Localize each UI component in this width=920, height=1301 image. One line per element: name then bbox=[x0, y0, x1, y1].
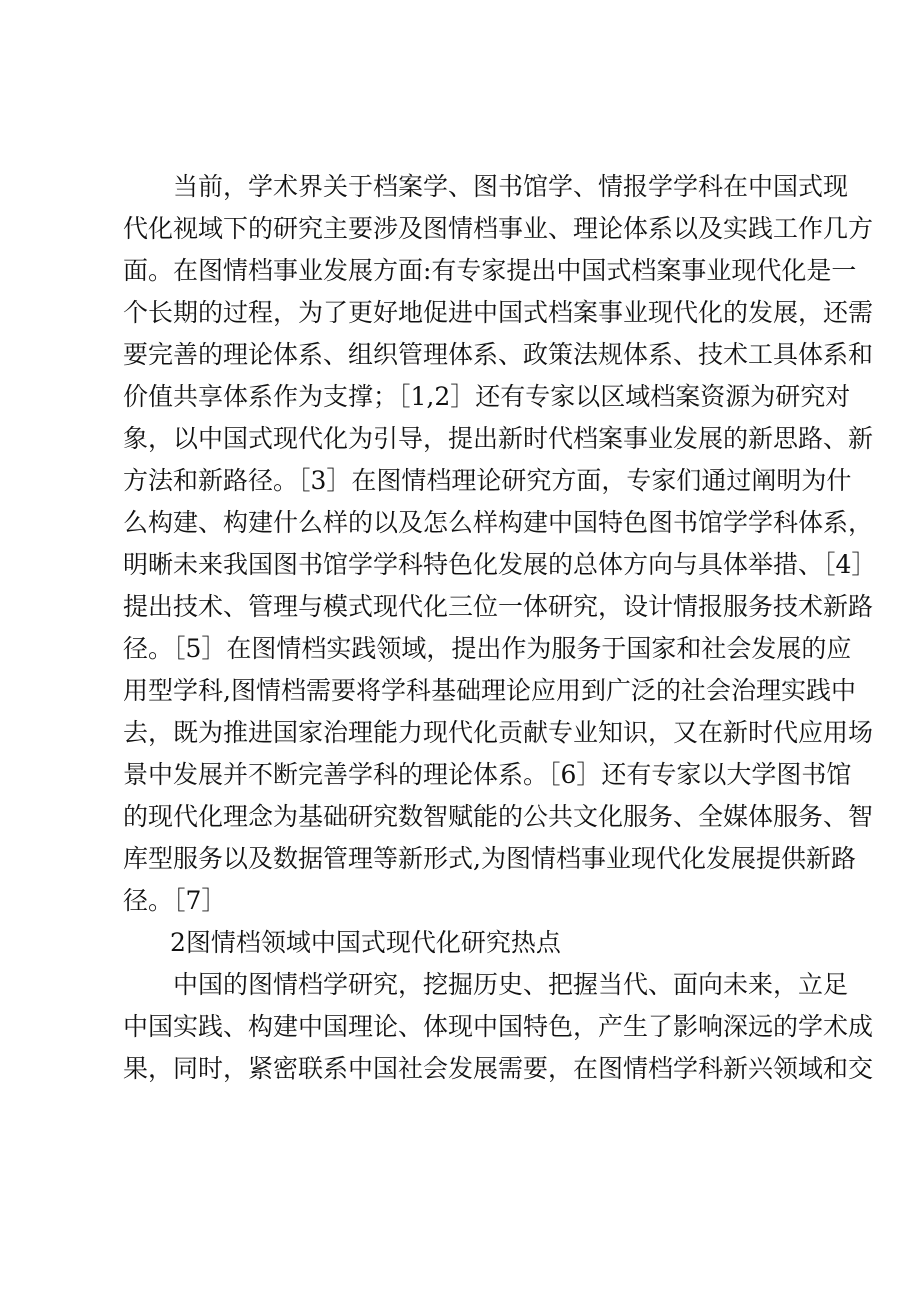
paragraph-line: 景中发展并不断完善学科的理论体系。［6］还有专家以大学图书馆 bbox=[123, 760, 852, 789]
paragraph-line: 径。［5］在图情档实践领域，提出作为服务于国家和社会发展的应 bbox=[123, 634, 852, 663]
paragraph-line: 中国实践、构建中国理论、体现中国特色，产生了影响深远的学术成 bbox=[123, 1012, 874, 1041]
paragraph-line: 当前，学术界关于档案学、图书馆学、情报学学科在中国式现 bbox=[173, 172, 849, 201]
paragraph-line: 果，同时，紧密联系中国社会发展需要，在图情档学科新兴领域和交 bbox=[123, 1054, 874, 1083]
paragraph-line: 么构建、构建什么样的以及怎么样构建中国特色图书馆学学科体系， bbox=[123, 508, 874, 537]
paragraph-line: 的现代化理念为基础研究数智赋能的公共文化服务、全媒体服务、智 bbox=[123, 802, 874, 831]
paragraph-line: 提出技术、管理与模式现代化三位一体研究，设计情报服务技术新路 bbox=[123, 592, 874, 621]
paragraph-line: 方法和新路径。［3］在图情档理论研究方面，专家们通过阐明为什 bbox=[123, 466, 852, 495]
paragraph-line: 用型学科,图情档需要将学科基础理论应用到广泛的社会治理实践中 bbox=[123, 676, 856, 705]
paragraph-line: 价值共享体系作为支撑；［1,2］还有专家以区域档案资源为研究对 bbox=[123, 382, 851, 411]
paragraph-line: 代化视域下的研究主要涉及图情档事业、理论体系以及实践工作几方 bbox=[123, 214, 874, 243]
paragraph-line: 象，以中国式现代化为引导，提出新时代档案事业发展的新思路、新 bbox=[123, 424, 874, 453]
paragraph-line: 中国的图情档学研究，挖掘历史、把握当代、面向未来，立足 bbox=[173, 970, 849, 999]
paragraph-line: 库型服务以及数据管理等新形式,为图情档事业现代化发展提供新路 bbox=[123, 844, 856, 873]
paragraph-line: 去，既为推进国家治理能力现代化贡献专业知识，又在新时代应用场 bbox=[123, 718, 874, 747]
paragraph-line: 个长期的过程，为了更好地促进中国式档案事业现代化的发展，还需 bbox=[123, 298, 874, 327]
paragraph-line: 径。［7］ bbox=[123, 886, 227, 915]
section-heading: 2图情档领域中国式现代化研究热点 bbox=[170, 928, 561, 957]
paragraph-line: 明晰未来我国图书馆学学科特色化发展的总体方向与具体举措、［4］ bbox=[123, 550, 877, 579]
paragraph-line: 要完善的理论体系、组织管理体系、政策法规体系、技术工具体系和 bbox=[123, 340, 874, 369]
paragraph-line: 面。在图情档事业发展方面:有专家提出中国式档案事业现代化是一 bbox=[123, 256, 857, 285]
